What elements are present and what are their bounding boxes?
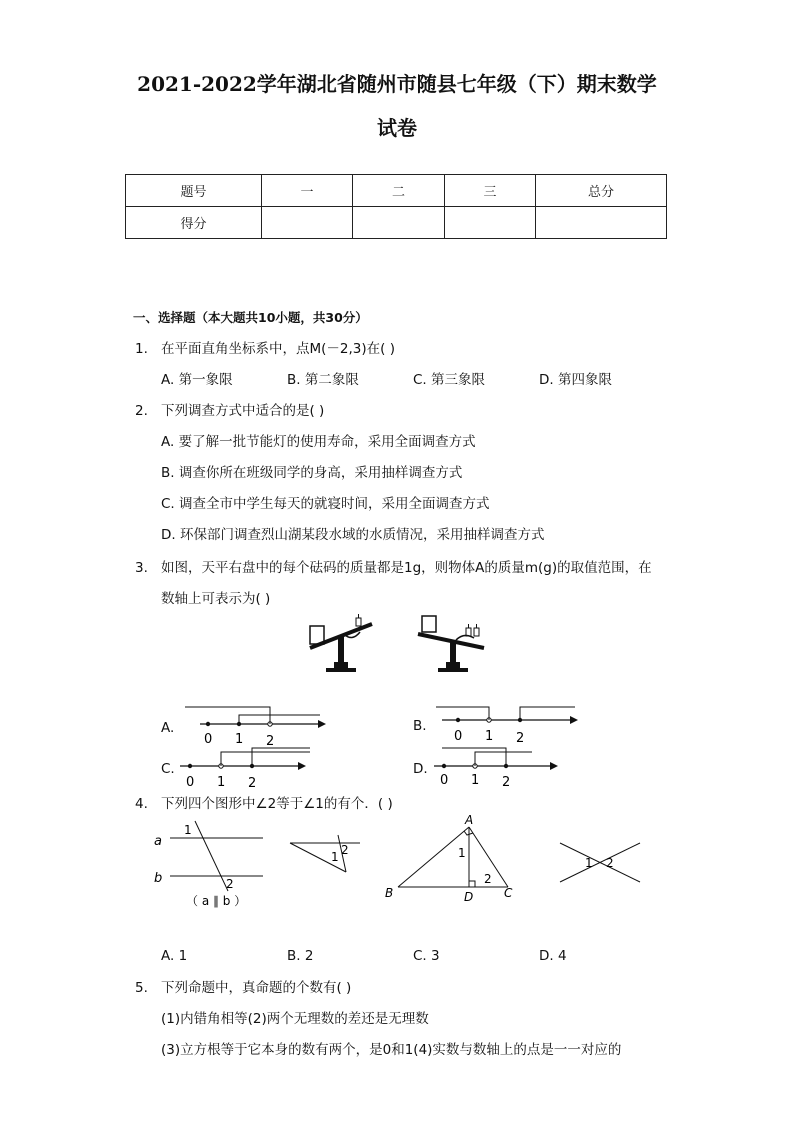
option-b[interactable]: B.: [413, 718, 427, 734]
score-row-label: 得分: [126, 207, 262, 239]
option-d[interactable]: D. 4: [539, 948, 567, 964]
header-cell: 题号: [126, 175, 262, 207]
balance-scale-figure-1: [300, 612, 380, 674]
tick-label: 0: [440, 773, 449, 788]
vertex-label-b: B: [385, 886, 394, 900]
tick-label: 1: [471, 773, 480, 788]
angle-label-1: 1: [458, 846, 466, 860]
header-cell: 总分: [536, 175, 667, 207]
score-cell[interactable]: [262, 207, 353, 239]
vertex-label-a: A: [465, 813, 474, 827]
tick-label: 0: [454, 729, 463, 744]
score-cell[interactable]: [353, 207, 445, 239]
angle-label-2: 2: [606, 856, 614, 870]
option-a[interactable]: A. 1: [161, 948, 188, 964]
tick-label: 0: [186, 775, 195, 790]
statement-line: (3)立方根等于它本身的数有两个，是0和1(4)实数与数轴上的点是一一对应的: [161, 1042, 622, 1058]
header-cell: 二: [353, 175, 445, 207]
score-table: [125, 174, 667, 239]
parallel-lines-figure: [150, 818, 270, 913]
tick-label: 2: [516, 731, 525, 746]
number-line-option-c: [180, 744, 330, 791]
page-title-line2: 试卷: [377, 116, 417, 140]
angle-label-1: 1: [331, 850, 339, 864]
parallel-note: （ a ∥ b ）: [186, 894, 247, 908]
option-b[interactable]: B. 第二象限: [287, 372, 359, 388]
number-line-option-d: [432, 744, 582, 788]
question-stem: 在平面直角坐标系中，点M(－2,3)在( ): [161, 341, 395, 357]
angle-label-2: 2: [341, 843, 349, 857]
option-d[interactable]: D. 环保部门调查烈山湖某段水域的水质情况，采用抽样调查方式: [161, 527, 545, 543]
score-table-score-row: [126, 207, 667, 239]
balance-scale-figure-2: [412, 612, 492, 674]
header-cell: 三: [445, 175, 536, 207]
angle-label-2: 2: [484, 872, 492, 886]
option-d[interactable]: D. 第四象限: [539, 372, 612, 388]
question-number: 2.: [135, 403, 148, 419]
option-c[interactable]: C. 3: [413, 948, 440, 964]
question-stem: 下列四个图形中∠2等于∠1的有个．( ): [161, 796, 393, 812]
score-cell[interactable]: [536, 207, 667, 239]
angle-label-2: 2: [226, 877, 234, 891]
score-table-header-row: [126, 175, 667, 207]
tick-label: 1: [485, 729, 494, 744]
option-c[interactable]: C. 调查全市中学生每天的就寝时间，采用全面调查方式: [161, 496, 490, 512]
number-line-option-b: [432, 704, 582, 748]
line-label-b: b: [154, 871, 163, 886]
option-a[interactable]: A. 第一象限: [161, 372, 233, 388]
intersecting-lines-figure: [558, 840, 648, 885]
question-stem-line2: 数轴上可表示为( ): [161, 591, 271, 607]
question-number: 1.: [135, 341, 148, 357]
tick-label: 2: [502, 775, 511, 790]
option-a[interactable]: A. 要了解一批节能灯的使用寿命，采用全面调查方式: [161, 434, 476, 450]
tick-label: 2: [248, 776, 257, 791]
tick-label: 1: [235, 732, 244, 747]
question-stem: 如图，天平右盘中的每个砝码的质量都是1g，则物体A的质量m(g)的取值范围，在: [161, 560, 652, 576]
page-title: 2021-2022学年湖北省随州市随县七年级（下）期末数学: [137, 72, 657, 96]
option-c[interactable]: C.: [161, 761, 175, 777]
header-cell: 一: [262, 175, 353, 207]
question-number: 5.: [135, 980, 148, 996]
number-line-option-a: [180, 704, 330, 748]
option-b[interactable]: B. 调查你所在班级同学的身高，采用抽样调查方式: [161, 465, 463, 481]
tick-label: 1: [217, 775, 226, 790]
vertex-label-d: D: [464, 890, 474, 904]
right-triangle-altitude-figure: [380, 815, 520, 905]
question-stem: 下列调查方式中适合的是( ): [161, 403, 325, 419]
option-c[interactable]: C. 第三象限: [413, 372, 486, 388]
triangle-angle-figure: [288, 830, 368, 880]
vertex-label-c: C: [504, 886, 513, 900]
angle-label-1: 1: [184, 823, 192, 837]
tick-label: 2: [266, 734, 275, 749]
tick-label: 0: [204, 732, 213, 747]
score-cell[interactable]: [445, 207, 536, 239]
question-stem: 下列命题中，真命题的个数有( ): [161, 980, 352, 996]
angle-label-1: 1: [585, 856, 593, 870]
statement-line: (1)内错角相等(2)两个无理数的差还是无理数: [161, 1011, 429, 1027]
option-b[interactable]: B. 2: [287, 948, 314, 964]
section-heading: 一、选择题（本大题共10小题，共30分）: [133, 310, 368, 325]
question-number: 4.: [135, 796, 148, 812]
option-a[interactable]: A.: [161, 720, 175, 736]
option-d[interactable]: D.: [413, 761, 428, 777]
question-number: 3.: [135, 560, 148, 576]
line-label-a: a: [154, 834, 162, 849]
